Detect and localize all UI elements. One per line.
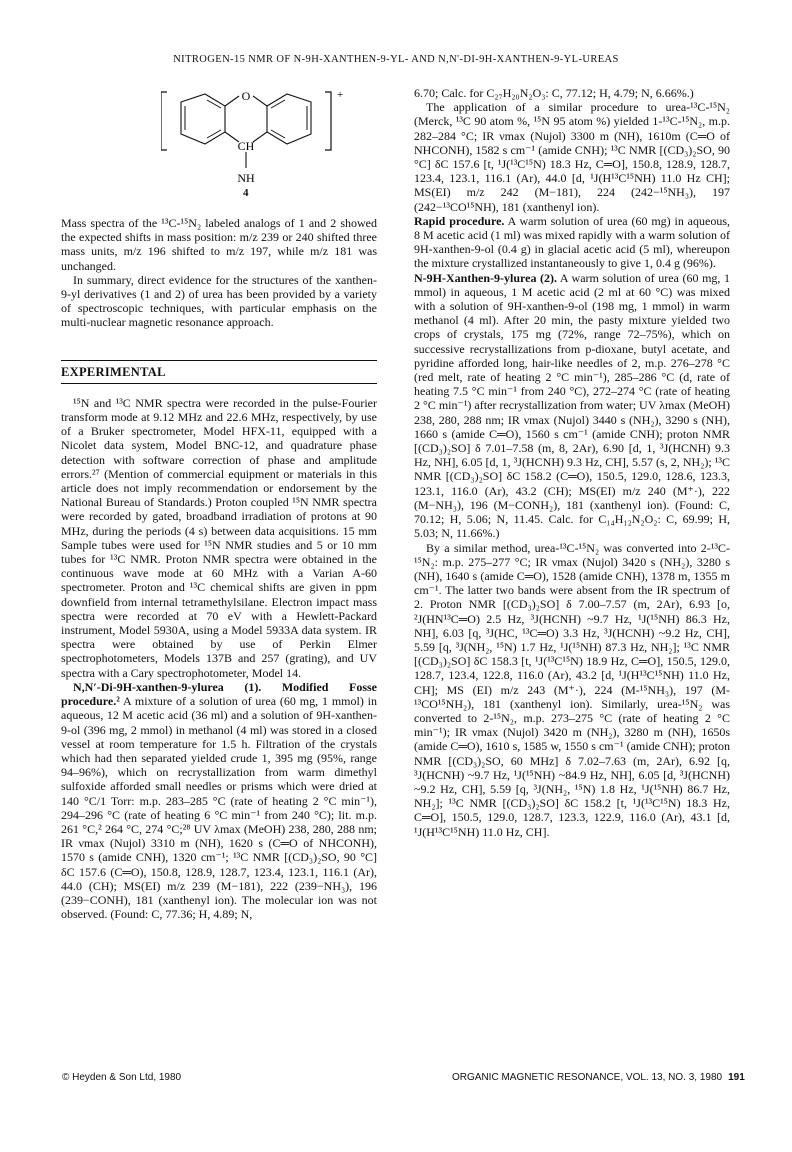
section-heading-experimental: EXPERIMENTAL — [61, 360, 377, 384]
atom-ch-label: CH — [237, 139, 255, 153]
paragraph-labeled-2: By a similar method, urea-¹³C-¹⁵N₂ was converted into 2-¹³C-¹⁵N₂: m.p. 275–277 °C; IR νmax (Nujol) 3420 s (NH₂), 3280 s (NH), 1640 s (amide C═O), 1528 (amide CNH), 1378 m, 1355 m cm⁻¹. The latter two bands were absent from the IR spectrum of 2. Proton NMR [(CD₃)₂SO] δ 7.00–7.57 (m, 2Ar), 6.93 [o, ²J(HN¹³C═O) 2.5 Hz, ³J(HCNH) ~9.7 Hz, ¹J(¹⁵NH) 86.3 Hz, NH], 6.03 [q, ³J(HC, ¹³C═O) 3.3 Hz, ³J(HCNH) ~9.2 Hz, CH], 5.59 [q, ³J(NH₂, ¹⁵N) 1.7 Hz, ¹J(¹⁵NH) 87.3 Hz, NH₂]; ¹³C NMR [(CD₃)₂SO] δC 158.3 [t, ¹J(¹³C¹⁵N) 18.9 Hz, C═O], 150.5, 129.0, 128.7, 123.4, 122.8, 116.0 (Ar), 43.2 [d, ¹J(H¹³C¹⁵NH) 11.0 Hz, CH]; MS (EI) m/z 243 (M⁺·), 224 (M-¹⁵NH₃), 197 (M-¹³CO¹⁵NH₂), 181 (xanthenyl ion). Similarly, urea-¹⁵N₂ was converted to 2-¹⁵N₂, m.p. 273–275 °C (rate of heating 2 °C min⁻¹); IR νmax (Nujol) 3420 m (NH₂), 3280 m (NH), 1650s (amide C═O), 1610 s, 1585 w, 1550 s cm⁻¹ (amide CNH); proton NMR [(CD₃)₂SO, 60 MHz] δ 7.02–7.63 (m, 2Ar), 6.92 [q, ³J(HCNH) ~9.7 Hz, ¹J(¹⁵NH) ~84.9 Hz, NH], 6.05 [d, ³J(HCNH) ~9.2 Hz, CH], 5.59 [q, ³J(NH₂, ¹⁵N) 1.8 Hz, ¹J(¹⁵NH) 86.7 Hz, NH₂]; ¹³C NMR [(CD₃)₂SO] δC 158.2 [t, ¹J(¹³C¹⁵N) 18.3 Hz, C═O], 150.5, 129.0, 128.7, 123.3, 122.9, 116.0 (Ar), 43.1 [d, ¹J(H¹³C¹⁵NH) 11.0 Hz, CH]. — [414, 540, 730, 839]
journal-footer — [452, 1072, 745, 1083]
page-number: 191 — [728, 1072, 745, 1083]
atom-nh-label: NH — [237, 171, 255, 185]
paragraph-continued-analysis: 6.70; Calc. for C₂₇H₂₀N₂O₃: C, 77.12; H, 4.79; N, 6.66%.) — [414, 86, 694, 100]
right-column — [414, 86, 730, 839]
paragraph-compound-1 — [61, 680, 377, 921]
structure-label: 4 — [243, 187, 249, 199]
charge-label: + — [337, 89, 344, 101]
rapid-procedure-heading: Rapid procedure. — [414, 213, 505, 228]
paragraph-summary: In summary, direct evidence for the structures of the xanthen-9-yl derivatives (1 and 2) of urea has been provided by a variety of spectroscopic techniques, with particular emphasis on the multi-nuclear magnetic resonance approach. — [61, 272, 377, 330]
xanthenyl-cation-structure — [161, 88, 351, 200]
compound-2-heading: N-9H-Xanthen-9-ylurea (2). — [414, 270, 558, 285]
journal-citation: ORGANIC MAGNETIC RESONANCE, VOL. 13, NO. 3, 1980 — [452, 1072, 723, 1083]
paragraph-rapid-procedure — [414, 214, 730, 271]
atom-o-label: O — [241, 89, 251, 103]
compound-2-body: A warm solution of urea (60 mg, 1 mmol) in aqueous, 1 M acetic acid (2 ml at 60 °C) was mixed with a solution of 9H-xanthen-9-ol (198 mg, 1 mmol) in warm methanol (4 ml). After 20 min, the pasty mixture yielded two crops of crystals, 175 mg (72%, range 72–75%), which on successive recrystallizations from p-dioxane, butyl acetate, and pyridine afforded long, hair-like needles of 2, m.p. 276–278 °C (red melt, rate of heating 2 °C min⁻¹), 285–286 °C (d, rate of heating 7.5 °C min⁻¹ from 240 °C), 272–274 °C (rate of heating 2 °C min⁻¹) after recrystallization from water; UV λmax (MeOH) 238, 280, 288 nm; IR νmax (Nujol) 3440 s (NH₂), 3290 s (NH), 1660 s (amide C═O), 1560 s cm⁻¹ (amide CNH); proton NMR [(CD₃)₂SO] δ 7.01–7.58 (m, 8, 2Ar), 6.90 [d, 1, ³J(HCNH) 9.3 Hz, NH], 6.05 [d, 1, ³J(HCNH) 9.3 Hz, CH], 5.57 (s, 2, NH₂); ¹³C NMR [(CD₃)₂SO] δC 158.2 (C═O), 150.5, 129.0, 128.6, 123.3, 123.1, 116.0 (Ar), 43.2 (CH); MS(EI) m/z 240 (M⁺·), 222 (M−NH₃), 196 (M−CONH₂), 181 (xanthenyl ion). (Found: C, 70.12; H, 5.06; N, 11.45. Calc. for C₁₄H₁₂N₂O₂: C, 69.99; H, 5.03; N, 11.66%.) — [414, 270, 730, 541]
rapid-procedure-body: A warm solution of urea (60 mg) in aqueous, 8 M acetic acid (1 ml) was mixed rapidly with a warm solution of 9H-xanthen-9-ol (0.4 g) in glacial acetic acid (5 ml), whereupon the mixture crystallized instantaneously to give 1, 0.4 g (96%). — [414, 213, 730, 271]
paragraph-compound-2 — [414, 271, 730, 541]
paragraph-instrumentation: ¹⁵N and ¹³C NMR spectra were recorded in the pulse-Fourier transform mode at 9.12 MHz and 22.6 MHz, respectively, by use of a Bruker spectrometer, Model HFX-11, equipped with a Nicolet data system, Model BNC-12, and quadrature phase detection with software correction of phase and amplitude errors.²⁷ (Mention of commercial equipment or materials in this article does not imply recommendation or endorsement by the National Bureau of Standards.) Proton coupled ¹⁵N NMR spectra were recorded by gated, broadband irradiation of protons at 90 MHz, during the periods (4 s) between data acquisitions. 15 mm Sample tubes were used for ¹⁵N NMR studies and 5 or 10 mm tubes for ¹³C NMR. Proton NMR spectra were obtained in the continuous wave mode at 60 MHz with a Varian A-60 spectrometer. Proton and ¹³C chemical shifts are given in ppm downfield from internal tetramethylsilane. Electron impact mass spectra were recorded at 70 eV with a Hewlett-Packard instrument, Model 5930A, using a Model 5933A data system. IR spectra were obtained by use of Perkin Elmer spectrophotometers, Models 137B and 257 (grating), and UV spectra with a Cary spectrophotometer, Model 14. — [61, 395, 377, 680]
compound-1-body: A mixture of a solution of urea (60 mg, 1 mmol) in aqueous, 12 M acetic acid (36 ml) and a solution of 9H-xanthen-9-ol (396 mg, 2 mmol) in methanol (4 ml) was stored in a closed vessel at room temperature for 1.5 h. Filtration of the crystals which had then separated yielded crude 1, 395 mg (95%, range 94–96%), which on recrystallization from warm dimethyl sulfoxide afforded small needles or prisms which were dried at 140 °C/1 Torr: m.p. 283–285 °C (rate of heating 2 °C min⁻¹), 294–296 °C (rate of heating 6 °C min⁻¹ from 240 °C); lit. m.p. 261 °C,² 264 °C, 274 °C;²⁸ UV λmax (MeOH) 238, 280, 288 nm; IR νmax (Nujol) 3310 m (NH), 1620 s (C═O of NHCONH), 1570 s (amide CNH), 1320 cm⁻¹; ¹³C NMR [(CD₃)₂SO, 90 °C] δC 157.6 (C═O), 150.8, 128.9, 128.7, 123.4, 123.1, 116.1 (Ar), 44.0 (CH); MS(EI) m/z 239 (M−181), 222 (239−NH₃), 196 (239−CONH), 181 (xanthenyl ion). The molecular ion was not observed. (Found: C, 77.36; H, 4.89; N, — [61, 694, 377, 922]
structure-4-figure — [61, 86, 377, 206]
left-column — [61, 86, 377, 921]
paragraph-mass-spectra: Mass spectra of the ¹³C-¹⁵N₂ labeled analogs of 1 and 2 showed the expected shifts in mass position: m/z 239 or 240 shifted three mass units, m/z 196 shifted to m/z 197, while m/z 181 was unchanged. — [61, 216, 377, 273]
copyright-footer: © Heyden & Son Ltd, 1980 — [62, 1072, 182, 1083]
paragraph-labeled-1: The application of a similar procedure to urea-¹³C-¹⁵N₂ (Merck, ¹³C 90 atom %, ¹⁵N 95 atom %) yielded 1-¹³C-¹⁵N₂, m.p. 282–284 °C; IR νmax (Nujol) 3300 m (NH), 1610m (C═O of NHCONH), 1582 s cm⁻¹ (amide CNH); ¹³C NMR [(CD₃)₂SO, 90 °C] δC 157.6 [t, ¹J(¹³C¹⁵N) 18.3 Hz, C═O], 150.8, 128.9, 128.7, 123.4, 123.1, 116.1 (Ar), 44.0 [d, ¹J(H¹³C¹⁵NH) 11.0 Hz CH]; MS(EI) m/z 242 (M−181), 224 (242−¹⁵NH₃), 197 (242−¹³CO¹⁵NH), 181 (xanthenyl ion). — [414, 100, 730, 214]
compound-1-heading: N,N′-Di-9H-xanthen-9-ylurea (1). Modified Fosse procedure.² — [61, 679, 377, 709]
running-head: NITROGEN-15 NMR OF N-9H-XANTHEN-9-YL- AND N,N'-DI-9H-XANTHEN-9-YL-UREAS — [173, 54, 619, 65]
